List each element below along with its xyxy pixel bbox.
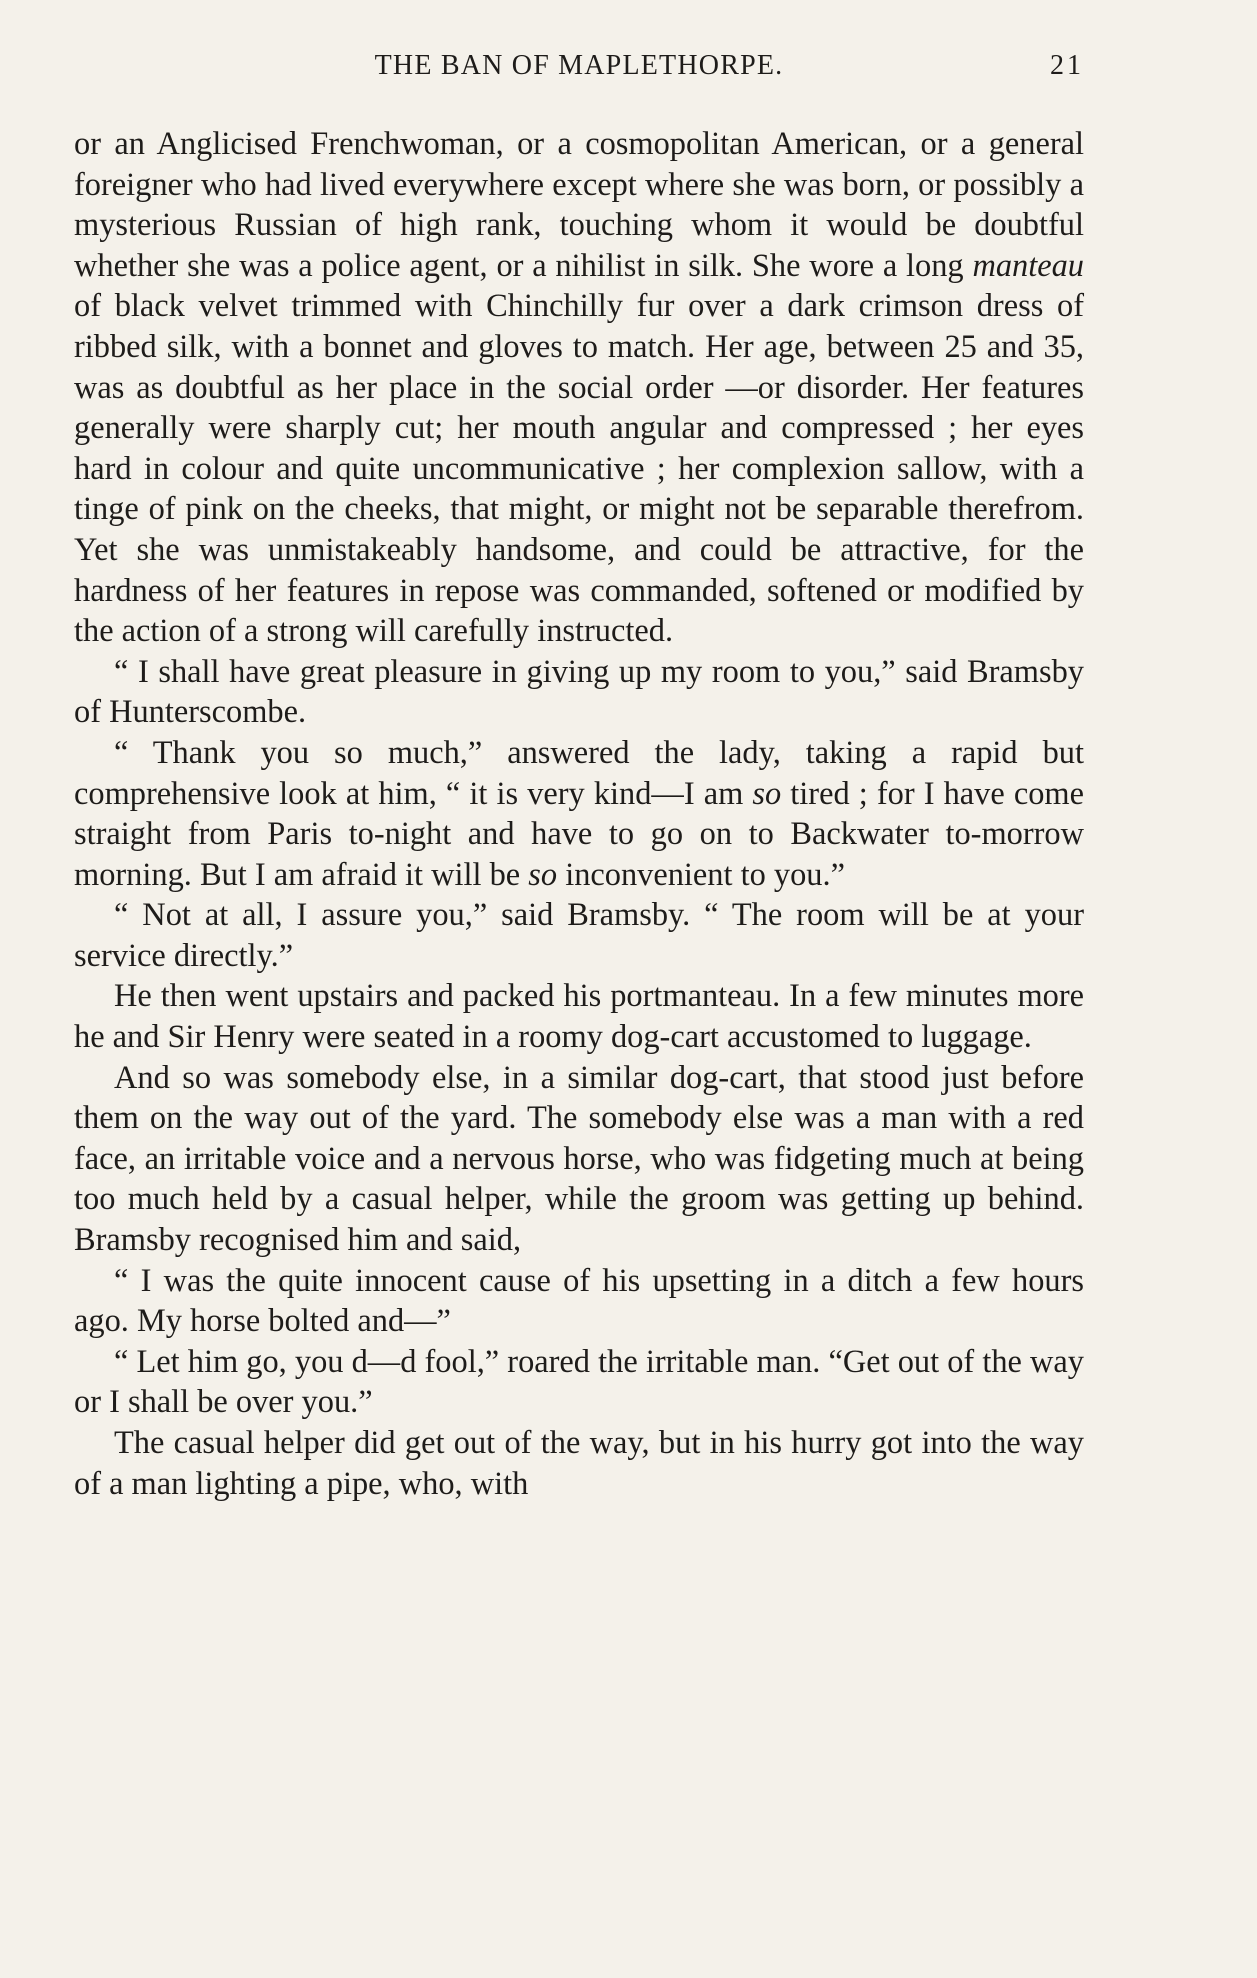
body-text (74, 124, 1084, 1504)
text-run: inconvenient to you.” (557, 856, 845, 893)
paragraph (74, 1058, 1084, 1261)
running-header (74, 46, 1084, 86)
text-run: “ Not at all, I assure you,” said Bramsby. “ The room will be at your service directly.” (74, 897, 1084, 974)
italic-text: so (528, 856, 558, 893)
running-title: THE BAN OF MAPLETHORPE. (374, 50, 784, 81)
text-run: or an Anglicised Frenchwoman, or a cosmopolitan American, or a general foreigner who had lived everywhere except where she was born, or possibly a mysterious Russian of high rank, touching whom it would be doubtful whether she was a police agent, or a nihilist in silk. She wore a long (74, 126, 1084, 284)
italic-text: manteau (972, 247, 1084, 284)
text-run: of black velvet trimmed with Chinchilly fur over a dark crimson dress of ribbed silk, with a bonnet and gloves to match. Her age, between 25 and 35, was as doubtful as her place in the social order —or disorder. Her features generally were sharply cut; her mouth angular and compressed ; her eyes hard in colour and quite uncommunicative ; her complexion sallow, with a tinge of pink on the cheeks, that might, or might not be separable therefrom. Yet she was unmistakeably handsome, and could be attractive, for the hardness of her features in repose was commanded, softened or modified by the action of a strong will carefully instructed. (74, 288, 1084, 650)
italic-text: so (752, 775, 782, 812)
paragraph (74, 652, 1084, 733)
text-run: “ Thank you so much,” answered the lady, taking a rapid but comprehensive look at him, “ it is very kind—I am (74, 734, 1084, 812)
paragraph (74, 1423, 1084, 1504)
paragraph (74, 1342, 1084, 1423)
text-run: And so was somebody else, in a similar dog-cart, that stood just before them on the way out of the yard. The somebody else was a man with a red face, an irritable voice and a nervous horse, who was fidgeting much at being too much held by a casual helper, while the groom was getting up behind. Bramsby recognised him and said, (74, 1059, 1084, 1259)
paragraph (74, 124, 1084, 652)
paragraph (74, 733, 1084, 895)
text-run: “ I shall have great pleasure in giving up my room to you,” said Bramsby of Hunterscombe. (74, 653, 1084, 731)
text-run: The casual helper did get out of the way, but in his hurry got into the way of a man lighting a pipe, who, with (74, 1425, 1084, 1502)
paragraph (74, 976, 1084, 1057)
text-run: “ I was the quite innocent cause of his upsetting in a ditch a few hours ago. My horse bolted and—” (74, 1262, 1084, 1340)
text-run: “ Let him go, you d—d fool,” roared the irritable man. “Get out of the way or I shall be over you.” (74, 1343, 1084, 1421)
page-number: 21 (1050, 50, 1084, 81)
paragraph (74, 895, 1084, 976)
paragraph (74, 1261, 1084, 1342)
text-run: tired ; for I have come straight from Paris to-night and have to go on to Backwater to-morrow morning. But I am afraid it will be (74, 775, 1084, 893)
text-run: He then went upstairs and packed his portmanteau. In a few minutes more he and Sir Henry were seated in a roomy dog-cart accustomed to luggage. (74, 978, 1084, 1056)
